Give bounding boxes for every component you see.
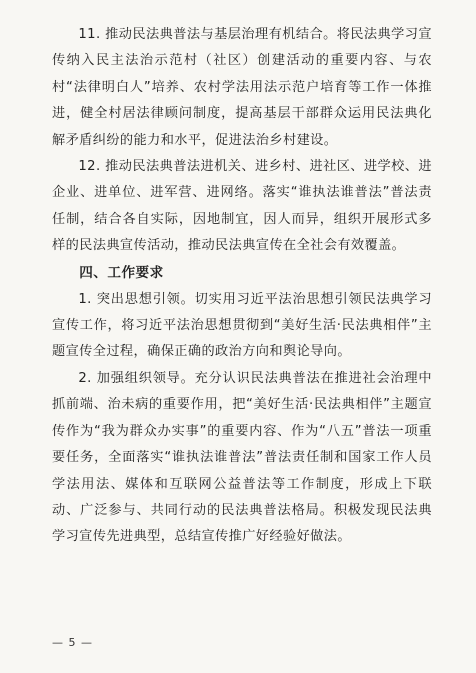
document-body [52,22,432,551]
page-number: — 5 — [52,636,93,649]
requirement-2: 2. 加强组织领导。充分认识民法典普法在推进社会治理中抓前端、治未病的重要作用，把“美好生活·民法典相伴”主题宣传作为“我为群众办实事”的重要内容、作为“八五”普法一项重要任务，全面落实“谁执法谁普法”普法责任制和国家工作人员学法用法、媒体和互联网公益普法等工作制度，形成上下联动、广泛参与、共同行动的民法典普法格局。积极发现民法典学习宣传先进典型，总结宣传推广好经验好做法。 [52,370,432,545]
requirement-1: 1. 突出思想引领。切实用习近平法治思想引领民法典学习宣传工作，将习近平法治思想贯彻到“美好生活·民法典相伴”主题宣传全过程，确保正确的政治方向和舆论导向。 [52,291,432,360]
paragraph-12: 12. 推动民法典普法进机关、进乡村、进社区、进学校、进企业、进单位、进军营、进网络。落实“谁执法谁普法”普法责任制，结合各自实际，因地制宜，因人而异，组织开展形式多样的民法典宣传活动，推动民法典宣传在全社会有效覆盖。 [52,159,432,254]
section-heading: 四、工作要求 [79,264,164,281]
paragraph-11: 11. 推动民法典普法与基层治理有机结合。将民法典学习宣传纳入民主法治示范村（社区）创建活动的重要内容、与农村“法律明白人”培养、农村学法用法示范户培育等工作一体推进，健全村居法律顾问制度，提高基层干部群众运用民法典化解矛盾纠纷的能力和水平，促进法治乡村建设。 [52,27,432,148]
